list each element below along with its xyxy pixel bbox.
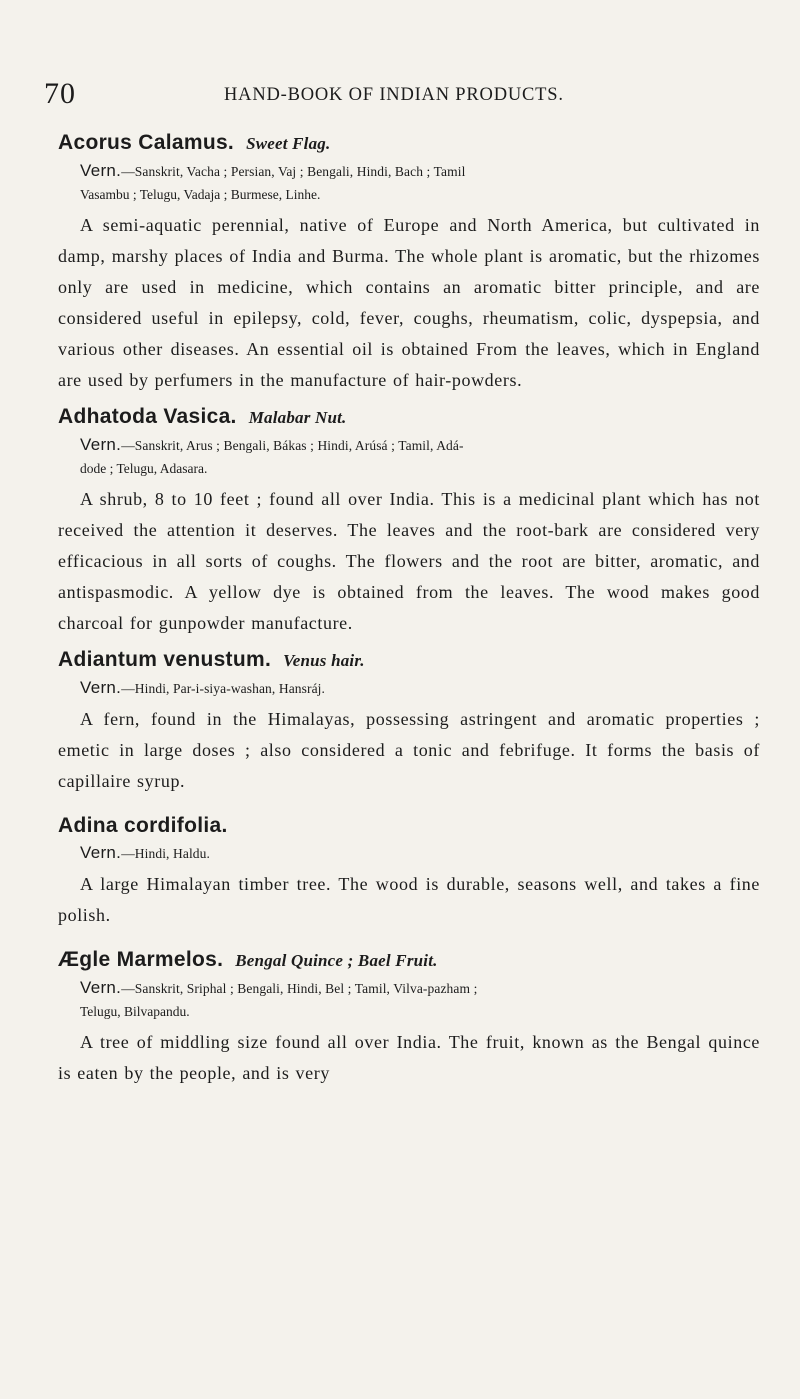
entry-acorus-calamus [58, 128, 760, 396]
entry-title [58, 645, 760, 676]
page-number: 70 [44, 77, 76, 110]
vern-text: —Sanskrit, Arus ; Bengali, Bákas ; Hindi, Arúsá ; Tamil, Adá- [121, 438, 464, 453]
botanical-name: Adiantum venustum. [58, 648, 272, 671]
running-head [44, 74, 744, 114]
entry-description: A tree of middling size found all over India. The fruit, known as the Bengal quince is eaten by the people, and is very [58, 1032, 760, 1083]
vernacular-names [80, 159, 760, 183]
vernacular-names [80, 433, 760, 457]
vern-label: Vern. [80, 435, 122, 454]
common-name: Malabar Nut. [248, 408, 347, 427]
botanical-name: Ægle Marmelos. [58, 948, 224, 971]
common-name: Sweet Flag. [246, 134, 331, 153]
vern-text: —Sanskrit, Vacha ; Persian, Vaj ; Bengali, Hindi, Bach ; Tamil [121, 164, 466, 179]
vern-text: —Hindi, Par-i-siya-washan, Hansráj. [121, 681, 326, 696]
vernacular-names-continued: dode ; Telugu, Adasara. [80, 461, 208, 476]
vern-label: Vern. [80, 161, 122, 180]
entry-aegle-marmelos [58, 945, 760, 1089]
entry-description: A fern, found in the Himalayas, possessing astringent and aromatic properties ; emetic in large doses ; also considered a tonic and febrifuge. It forms the basis of capillaire syrup. [58, 709, 760, 791]
botanical-name: Adina cordifolia. [58, 814, 228, 837]
vern-label: Vern. [80, 978, 122, 997]
vern-text: —Hindi, Haldu. [121, 846, 210, 861]
entry-description: A semi-aquatic perennial, native of Europe and North America, but cultivated in damp, marshy places of India and Burma. The whole plant is aromatic, but the rhizomes only are used in medicine, which contains an aromatic bitter principle, and are considered useful in epilepsy, cold, fever, coughs, rheumatism, colic, dyspepsia, and various other diseases. An essential oil is obtained From the leaves, which in England are used by perfumers in the manufacture of hair-powders. [58, 215, 760, 390]
botanical-name: Adhatoda Vasica. [58, 405, 237, 428]
entry-description: A large Himalayan timber tree. The wood is durable, seasons well, and takes a fine polish. [58, 874, 760, 925]
entry-adhatoda-vasica [58, 402, 760, 639]
vernacular-names [80, 676, 760, 700]
common-name: Bengal Quince ; Bael Fruit. [235, 951, 438, 970]
vern-label: Vern. [80, 843, 122, 862]
vernacular-names-continued: Vasambu ; Telugu, Vadaja ; Burmese, Linhe. [80, 187, 321, 202]
vernacular-names-continued: Telugu, Bilvapandu. [80, 1004, 190, 1019]
vern-text: —Sanskrit, Sriphal ; Bengali, Hindi, Bel ; Tamil, Vilva-pazham ; [121, 981, 478, 996]
entry-title [58, 128, 760, 159]
entry-description: A shrub, 8 to 10 feet ; found all over India. This is a medicinal plant which has not received the attention it deserves. The leaves and the root-bark are considered very efficacious in all sorts of coughs. The flowers and the root are bitter, aromatic, and antispasmodic. A yellow dye is obtained from the leaves. The wood makes good charcoal for gunpowder manufacture. [58, 489, 760, 633]
entry-title [58, 402, 760, 433]
page-content [58, 128, 760, 1089]
common-name: Venus hair. [283, 651, 365, 670]
running-title: HAND-BOOK OF INDIAN PRODUCTS. [224, 85, 564, 105]
entry-title [58, 811, 760, 841]
entry-title [58, 945, 760, 976]
vernacular-names [80, 841, 760, 865]
vern-label: Vern. [80, 678, 122, 697]
entry-adina-cordifolia [58, 811, 760, 931]
entry-adiantum-venustum [58, 645, 760, 797]
vernacular-names [80, 976, 760, 1000]
botanical-name: Acorus Calamus. [58, 131, 235, 154]
